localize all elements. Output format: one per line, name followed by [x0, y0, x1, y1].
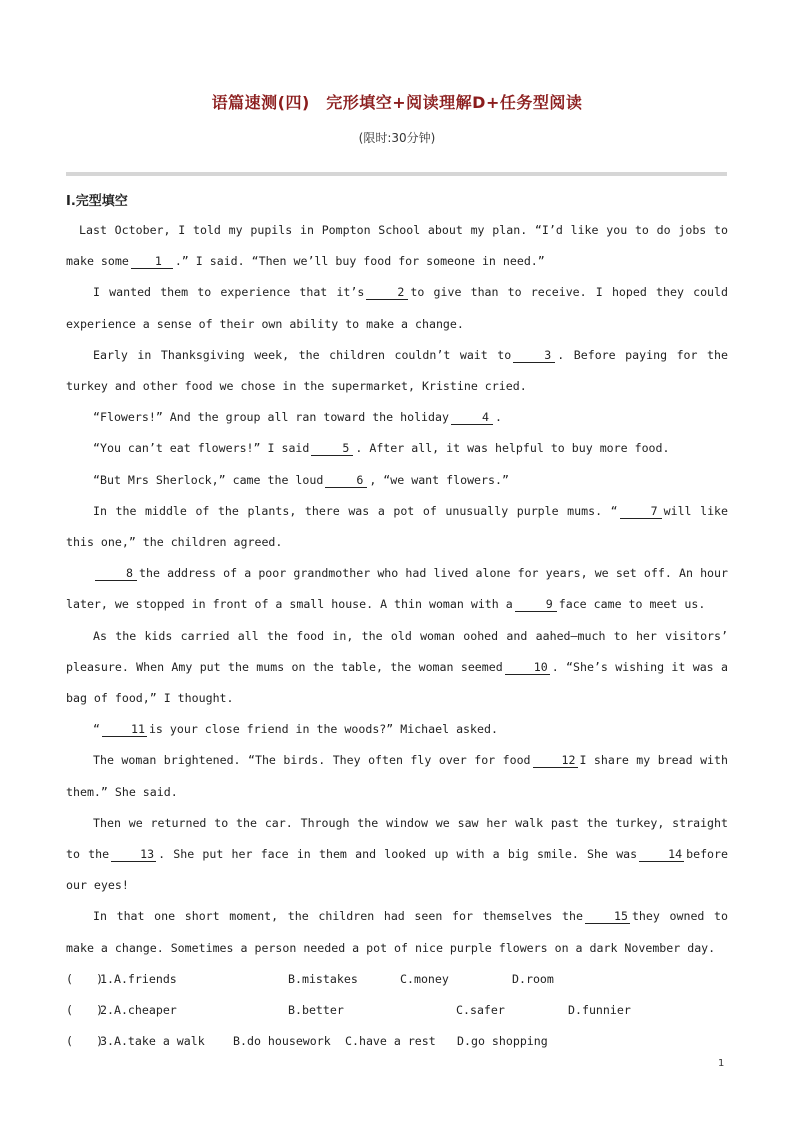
blank-7: 7	[620, 505, 662, 519]
blank-13: 13	[111, 848, 156, 862]
paragraph-text: will like this one,” the children agreed.	[66, 503, 729, 550]
paragraph-13	[66, 901, 728, 963]
paragraph-text: .	[494, 410, 502, 425]
question-3	[66, 1026, 728, 1057]
answer-bracket[interactable]: ( )	[66, 971, 104, 986]
paragraph-2	[66, 277, 728, 339]
paragraph-3	[66, 340, 728, 402]
answer-bracket[interactable]: ( )	[66, 1033, 104, 1048]
option-b: B.do housework	[233, 1033, 331, 1048]
paragraph-text: The woman brightened. “The birds. They often fly over for food	[93, 753, 531, 768]
blank-10: 10	[505, 661, 550, 675]
paragraph-text: As the kids carried all the food in, the old woman oohed and aahed—much to her visitors’ pleasure. When Amy put the mums on the table, the woman seemed	[66, 628, 728, 674]
paragraph-text: .” I said. “Then we’ll buy food for someone in need.”	[174, 254, 545, 269]
paragraph-text: “You can’t eat flowers!” I said	[93, 441, 310, 456]
option-a: 3.A.take a walk	[100, 1033, 205, 1048]
paragraph-text: “Flowers!” And the group all ran toward the holiday	[93, 410, 449, 425]
paragraph-text: . After all, it was helpful to buy more food.	[355, 441, 670, 456]
paragraph-7	[66, 496, 728, 558]
paragraph-text: is your close friend in the woods?” Michael asked.	[148, 722, 498, 737]
answer-bracket[interactable]: ( )	[66, 1002, 104, 1017]
blank-4: 4	[451, 411, 493, 425]
paragraph-text: before our eyes!	[66, 847, 728, 893]
blank-9: 9	[515, 598, 557, 612]
divider	[66, 172, 727, 176]
option-a: 1.A.friends	[100, 971, 177, 986]
paragraph-text: Last October, I told my pupils in Pompton School about my plan. “I’d like you to do jobs to make some	[66, 223, 728, 269]
blank-5: 5	[311, 442, 353, 456]
blank-2: 2	[366, 286, 408, 300]
option-c: C.have a rest	[345, 1033, 436, 1048]
blank-8: 8	[95, 567, 137, 581]
paragraph-text: “	[93, 722, 100, 737]
question-2	[66, 995, 728, 1026]
option-d: D.room	[512, 971, 554, 986]
page-title: 语篇速测(四) 完形填空+阅读理解D+任务型阅读	[211, 93, 583, 112]
option-d: D.go shopping	[457, 1033, 548, 1048]
paragraph-5	[66, 433, 728, 464]
question-1	[66, 964, 728, 995]
blank-3: 3	[513, 349, 555, 363]
paragraph-text: Early in Thanksgiving week, the children couldn’t wait to	[93, 347, 512, 362]
paragraph-11	[66, 745, 728, 807]
blank-14: 14	[639, 848, 684, 862]
time-limit: (限时:30分钟)	[358, 131, 436, 145]
paragraph-text: “But Mrs Sherlock,” came the loud	[93, 472, 324, 487]
section-heading: Ⅰ.完型填空	[66, 194, 128, 209]
paragraph-text: Then we returned to the car. Through the window we saw her walk past the turkey, straight to the	[66, 815, 728, 862]
paragraph-text: I share my bread with them.” She said.	[66, 753, 728, 799]
paragraph-text: to give than to receive. I hoped they could experience a sense of their own ability to make a change.	[66, 285, 728, 331]
option-d: D.funnier	[568, 1002, 631, 1017]
paragraph-text: the address of a poor grandmother who had lived alone for years, we set off. An hour later, we stopped in front of a small house. A thin woman with a	[66, 566, 728, 612]
paragraph-4	[66, 402, 728, 433]
option-c: C.money	[400, 971, 449, 986]
passage	[66, 215, 728, 1057]
paragraph-text: In the middle of the plants, there was a pot of unusually purple mums. “	[93, 503, 618, 518]
option-b: B.mistakes	[288, 971, 358, 986]
paragraph-6	[66, 465, 728, 496]
paragraph-text: In that one short moment, the children had seen for themselves the	[93, 909, 583, 924]
paragraph-10	[66, 714, 728, 745]
option-a: 2.A.cheaper	[100, 1002, 177, 1017]
blank-6: 6	[325, 474, 367, 488]
blank-11: 11	[102, 723, 147, 737]
paragraph-9	[66, 621, 728, 715]
paragraph-text: they owned to make a change. Sometimes a person needed a pot of nice purple flowers on a dark November day.	[66, 909, 728, 955]
blank-15: 15	[585, 910, 630, 924]
paragraph-text: . Before paying for the turkey and other food we chose in the supermarket, Kristine cried.	[66, 347, 728, 394]
page-number: 1	[718, 1058, 725, 1069]
option-c: C.safer	[456, 1002, 505, 1017]
paragraph-text: I wanted them to experience that it’s	[93, 285, 365, 300]
paragraph-text: . “She’s wishing it was a bag of food,” I thought.	[66, 659, 728, 706]
paragraph-text: , “we want flowers.”	[369, 472, 509, 487]
paragraph-1	[66, 215, 728, 277]
paragraph-12	[66, 808, 728, 902]
option-b: B.better	[288, 1002, 344, 1017]
paragraph-8	[66, 558, 728, 620]
paragraph-text: face came to meet us.	[558, 597, 706, 612]
blank-1: 1	[131, 255, 173, 269]
paragraph-text: . She put her face in them and looked up with a big smile. She was	[158, 847, 638, 862]
blank-12: 12	[533, 754, 578, 768]
